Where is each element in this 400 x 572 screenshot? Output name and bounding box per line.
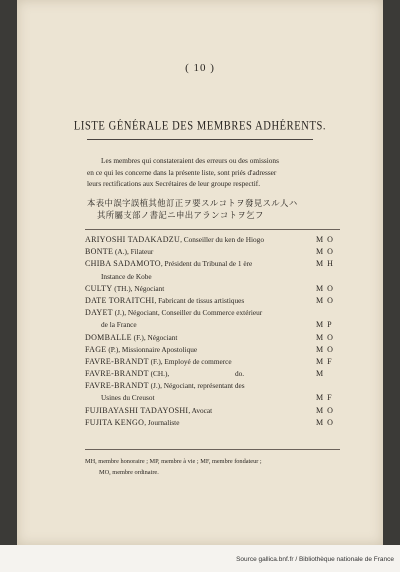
membership-code: M O (316, 344, 334, 354)
intro-paragraph (87, 155, 317, 190)
member-row (85, 368, 340, 380)
member-name: FAVRE-BRANDT (85, 369, 149, 379)
member-name: FAVRE-BRANDT (85, 381, 149, 391)
membership-code: M F (316, 393, 333, 403)
member-detail: de la France (101, 320, 137, 330)
member-detail: (TH.), Négociant (112, 283, 165, 293)
intro-line: Les membres qui constateraient des erreurs ou des omissions (101, 156, 279, 165)
intro-line: leurs rectifications aux Secrétaires de leur groupe respectif. (87, 179, 261, 188)
member-row (85, 344, 340, 356)
membership-code: M P (316, 320, 333, 330)
member-detail: (P.), Missionnaire Apostolique (106, 344, 198, 354)
ditto-mark: do. (235, 369, 245, 379)
membership-code: M O (316, 405, 334, 415)
member-row (85, 246, 340, 258)
member-list (85, 234, 340, 429)
member-name: DAYET (85, 308, 113, 318)
member-row (85, 258, 340, 270)
title-divider (87, 139, 313, 140)
member-detail: Instance de Kobe (101, 271, 152, 281)
member-name: CHIBA SADAMOTO (85, 259, 161, 269)
member-row (85, 417, 340, 429)
member-row (85, 307, 340, 319)
member-name: CULTY (85, 283, 113, 293)
member-row (85, 319, 340, 331)
membership-code: M H (316, 259, 334, 269)
source-credit: Source gallica.bnf.fr / Bibliothèque nationale de France (236, 556, 394, 563)
member-row (85, 271, 340, 283)
membership-code: M O (316, 283, 334, 293)
page-title: LISTE GÉNÉRALE DES MEMBRES ADHÉRENTS. (73, 120, 327, 133)
source-bar (0, 545, 400, 572)
member-detail: , Fabricant de tissus artistiques (154, 295, 245, 305)
member-name: ARIYOSHI TADAKADZU (85, 235, 181, 244)
member-name: FUJIBAYASHI TADAYOSHI (85, 405, 189, 415)
member-row (85, 356, 340, 368)
page-number: ( 10 ) (185, 62, 215, 74)
legend-footnote (85, 456, 340, 478)
list-top-divider (85, 229, 340, 230)
member-row (85, 380, 340, 392)
membership-code: M O (316, 235, 334, 244)
japanese-line: 本表中誤字誤植其他訂正ヲ要スルコトヲ發見スル人ハ (87, 198, 298, 208)
member-name: DATE TORAITCHI (85, 295, 155, 305)
member-name: DOMBALLE (85, 332, 132, 342)
member-detail: (CH.), (148, 369, 170, 379)
membership-code: M O (316, 295, 334, 305)
member-row (85, 234, 340, 246)
member-name: BONTE (85, 247, 114, 257)
membership-code: M O (316, 332, 334, 342)
member-detail: (J.), Négociant, Conseiller du Commerce extérieur (112, 308, 263, 318)
legend-line: MO, membre ordinaire. (99, 469, 159, 476)
member-row (85, 405, 340, 417)
japanese-notice (87, 197, 322, 221)
legend-line: MH, membre honoraire ; MP, membre à vie ; MF, membre fondateur ; (85, 458, 262, 465)
member-name: FAVRE-BRANDT (85, 356, 149, 366)
membership-code: M (316, 369, 325, 379)
intro-line: en ce qui les concerne dans la présente liste, sont priés d'adresser (87, 167, 277, 177)
member-detail: (J.), Négociant, représentant des (148, 381, 245, 391)
member-detail: (A.), Filateur (113, 247, 154, 257)
member-row (85, 392, 340, 404)
member-detail: , Journaliste (144, 417, 180, 427)
member-detail: Usines du Creusot (101, 393, 155, 403)
document-page (17, 0, 383, 545)
member-name: FUJITA KENGO (85, 417, 145, 427)
member-row (85, 332, 340, 344)
member-detail: , Avocat (188, 405, 213, 415)
member-name: FAGE (85, 344, 107, 354)
member-detail: , Président du Tribunal de 1 ère (160, 259, 253, 269)
member-row (85, 295, 340, 307)
membership-code: M O (316, 417, 334, 427)
member-detail: (F.), Négociant (131, 332, 178, 342)
list-bottom-divider (85, 449, 340, 450)
japanese-line: 其所屬支部ノ書記ニ申出アランコトヲ乞フ (97, 210, 264, 220)
member-detail: (F.), Employé de commerce (148, 356, 232, 366)
membership-code: M O (316, 247, 334, 257)
membership-code: M F (316, 356, 333, 366)
member-row (85, 283, 340, 295)
member-detail: , Conseiller du ken de Hiogo (180, 235, 264, 244)
